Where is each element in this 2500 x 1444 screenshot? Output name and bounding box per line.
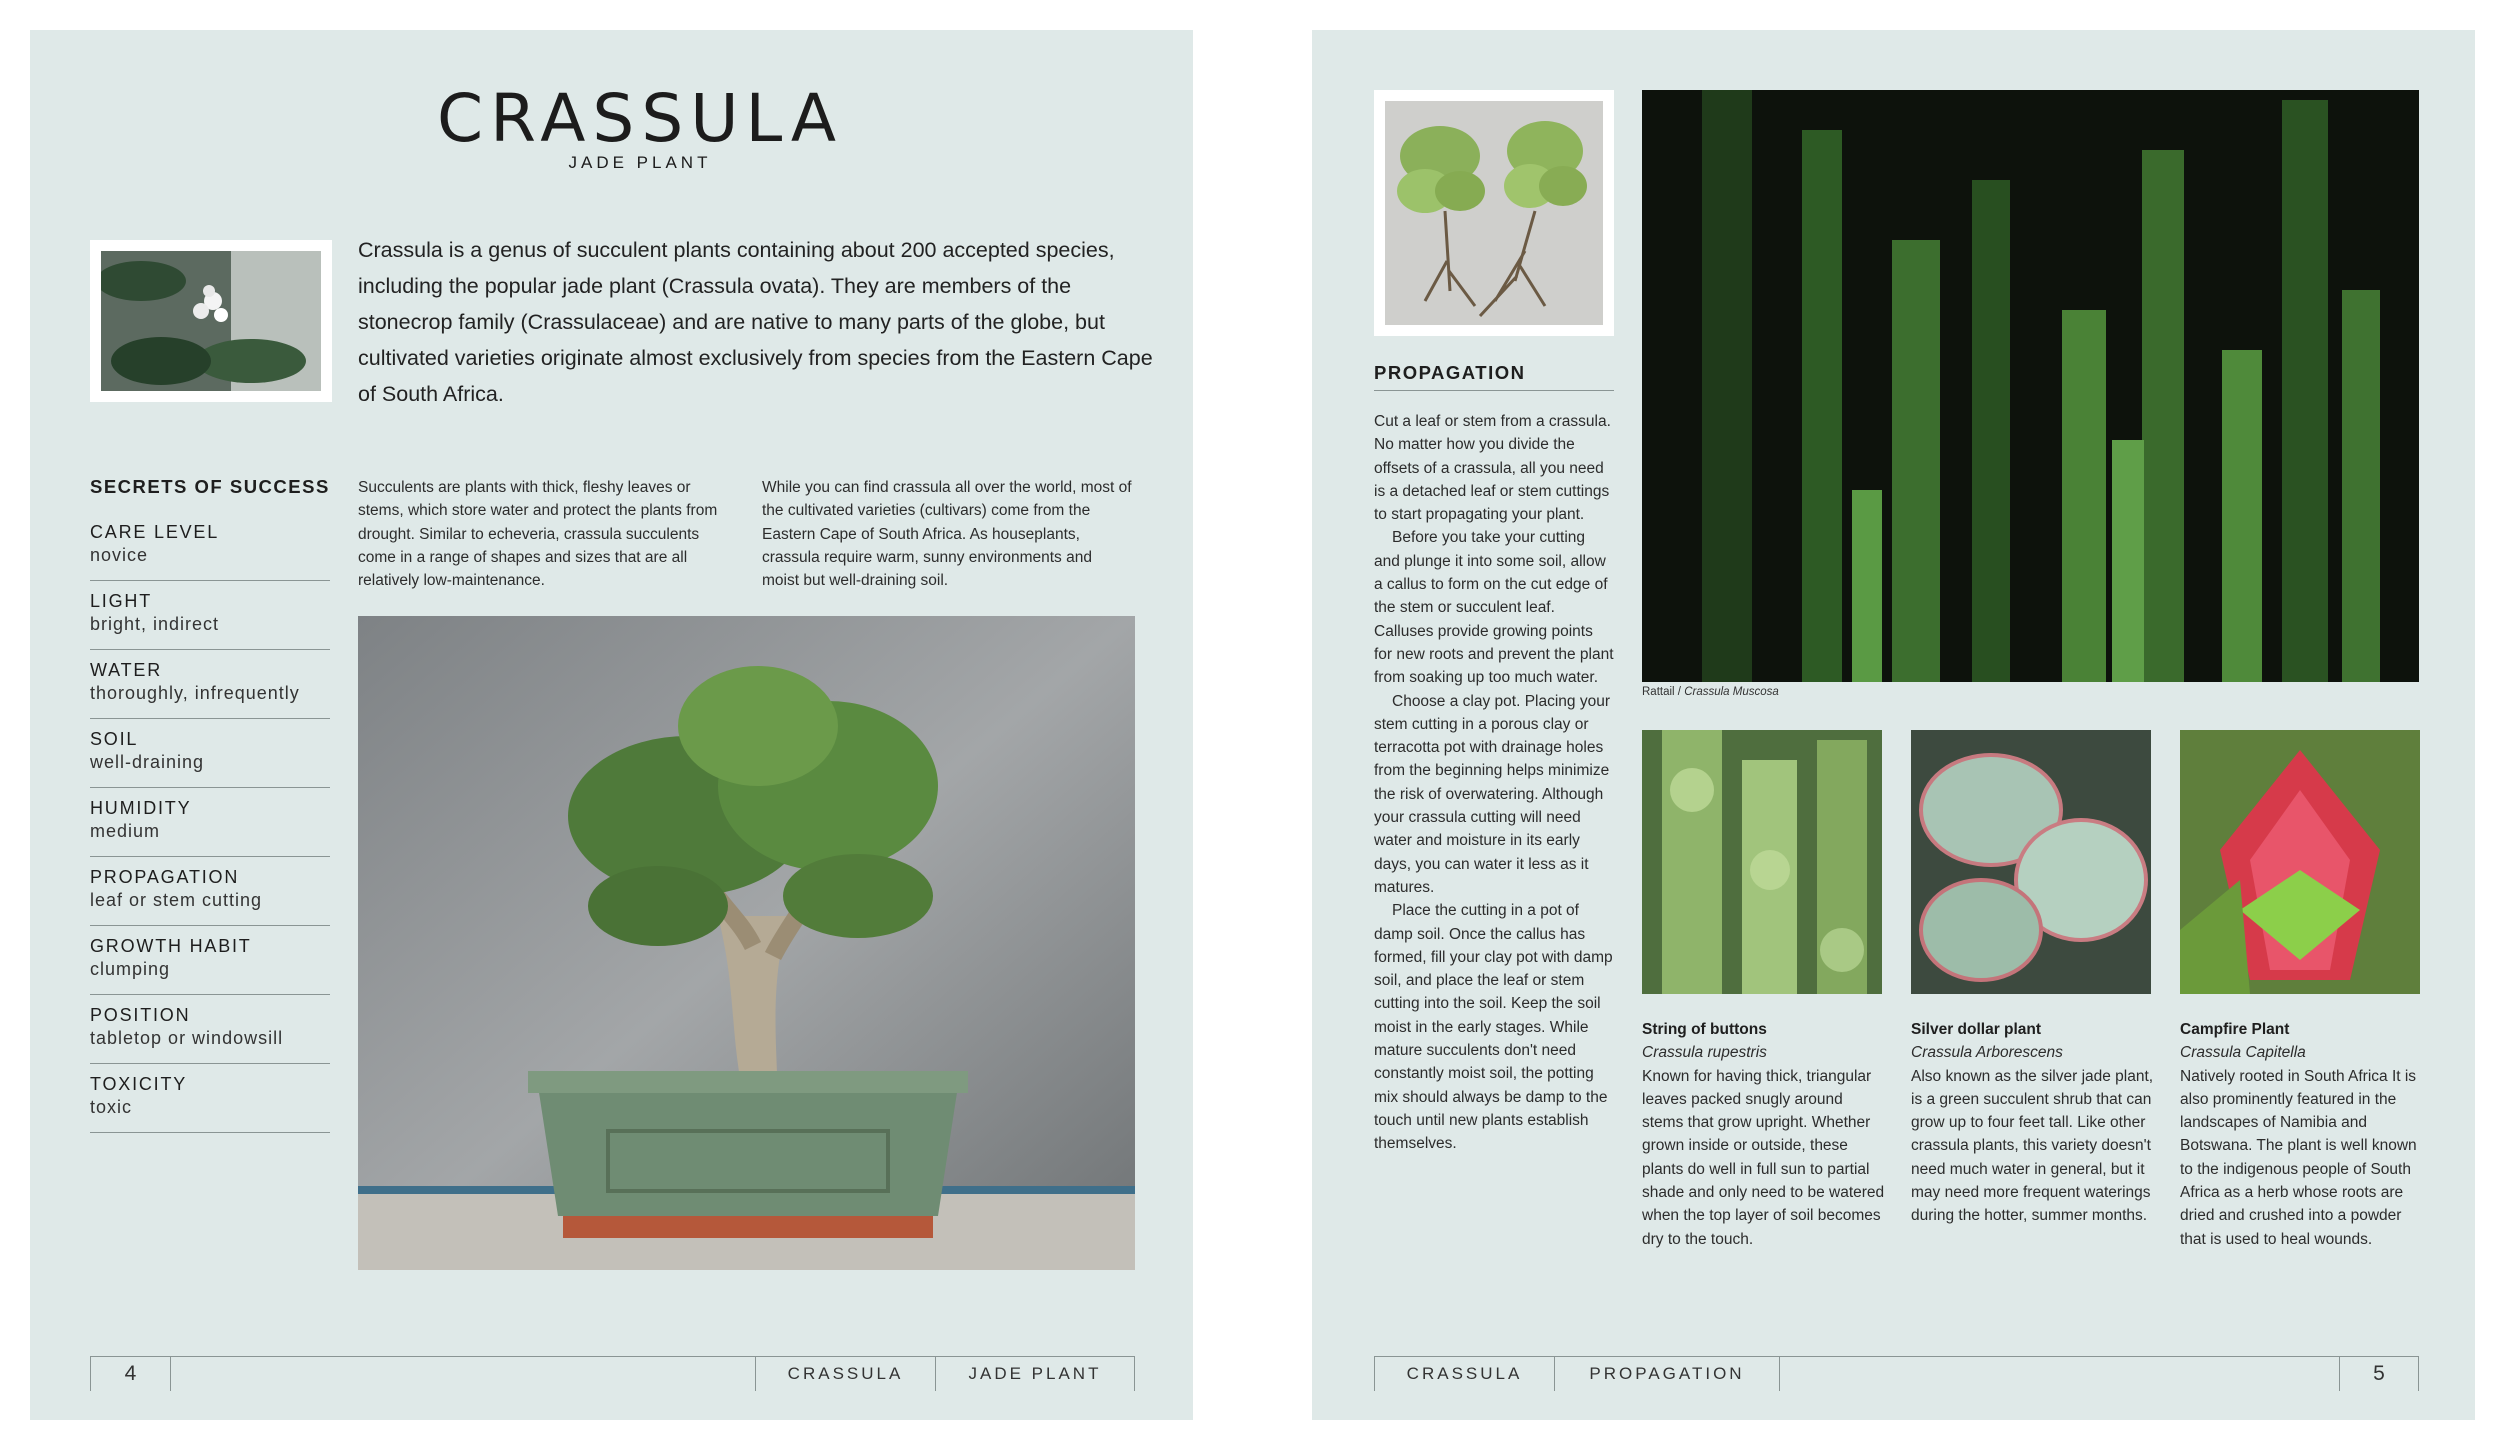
propagation-heading: PROPAGATION xyxy=(1374,362,1614,391)
secret-label: LIGHT xyxy=(90,591,153,611)
secret-water xyxy=(90,650,330,719)
secret-label: WATER xyxy=(90,660,162,680)
plant-card-silver-dollar xyxy=(1911,1018,2156,1228)
secret-soil xyxy=(90,719,330,788)
secret-humidity xyxy=(90,788,330,857)
cultivars-paragraph: While you can find crassula all over the world, most of the cultivated varieties (cultivars) come from the Eastern Cape of South Africa. As houseplants, crassula require warm, sunny environments and moist but well-draining soil. xyxy=(762,479,1132,590)
secret-label: TOXICITY xyxy=(90,1074,188,1094)
rattail-photo xyxy=(1642,90,2419,682)
succulents-paragraph: Succulents are plants with thick, fleshy leaves or stems, which store water and protect the plants from drought. Similar to echeveria, crassula succulents come in a range of shapes and sizes that are all relatively low-maintenance. xyxy=(358,479,718,590)
right-page xyxy=(1312,30,2475,1420)
plant-description: Also known as the silver jade plant, is a green succulent shrub that can grow up to four feet tall. Like other crassula plants, this variety doesn't need much water in general, but it may need more frequent waterings during the hotter, summer months. xyxy=(1911,1067,2154,1225)
jade-cuttings-photo xyxy=(1385,101,1603,325)
propagation-paragraph: Before you take your cutting and plunge it into some soil, allow a callus to form on the cut edge of the stem or succulent leaf. Calluses provide growing points for new roots and prevent the plant from soaking up too much water. xyxy=(1374,529,1614,687)
secret-value: clumping xyxy=(90,959,171,979)
secret-label: PROPAGATION xyxy=(90,867,240,887)
plant-card-campfire xyxy=(2180,1018,2425,1251)
secret-label: POSITION xyxy=(90,1005,191,1025)
footer-spacer xyxy=(1779,1357,2339,1391)
plant-scientific-name: Crassula Capitella xyxy=(2180,1044,2306,1062)
secret-label: CARE LEVEL xyxy=(90,522,220,542)
page-subtitle: JADE PLANT xyxy=(568,153,712,172)
page-number: 4 xyxy=(90,1357,170,1391)
secret-toxicity xyxy=(90,1064,330,1133)
secret-value: bright, indirect xyxy=(90,614,220,634)
propagation-paragraph: Place the cutting in a pot of damp soil. Once the callus has formed, fill your clay pot with damp soil, and place the leaf or stem cutting into the soil. Keep the soil moist in the early stages. While mature succulents don't need constantly moist soil, the potting mix should always be damp to the touch until new plants establish themselves. xyxy=(1374,902,1613,1153)
caption-scientific-name: Crassula Muscosa xyxy=(1684,686,1779,698)
campfire-plant-photo xyxy=(2180,730,2420,994)
secret-value: medium xyxy=(90,821,161,841)
plant-description: Known for having thick, triangular leaves packed snugly around stems that grow upright. Whether grown inside or outside, these plants do well in full sun to partial shade and only need to be watered when the top layer of soil becomes dry to the touch. xyxy=(1642,1067,1885,1248)
plant-description: Natively rooted in South Africa It is also prominently featured in the landscapes of Namibia and Botswana. The plant is well known to the indigenous people of South Africa as a herb whose roots are dried and crushed into a powder that is used to heal wounds. xyxy=(2180,1067,2417,1248)
right-page-footer xyxy=(1374,1356,2419,1390)
secret-propagation xyxy=(90,857,330,926)
propagation-paragraph: Cut a leaf or stem from a crassula. No matter how you divide the offsets of a crassula, all you need is a detached leaf or stem cuttings to start propagating your plant. xyxy=(1374,413,1611,524)
secret-label: GROWTH HABIT xyxy=(90,936,252,956)
secret-value: toxic xyxy=(90,1097,133,1117)
secret-value: leaf or stem cutting xyxy=(90,890,263,910)
secret-growth-habit xyxy=(90,926,330,995)
propagation-paragraph: Choose a clay pot. Placing your stem cutting in a porous clay or terracotta pot with drainage holes from the beginning helps minimize the risk of overwatering. Although your crassula cutting will need water and moisture in its early days, you can water it less as it matures. xyxy=(1374,692,1610,896)
page-number: 5 xyxy=(2339,1357,2419,1391)
cuttings-thumbnail-frame xyxy=(1374,90,1614,336)
footer-spacer xyxy=(170,1357,755,1391)
left-page-footer xyxy=(90,1356,1135,1390)
secret-position xyxy=(90,995,330,1064)
left-page xyxy=(30,30,1193,1420)
secret-label: SOIL xyxy=(90,729,139,749)
footer-chapter: PROPAGATION xyxy=(1554,1357,1779,1391)
secrets-of-success xyxy=(90,476,330,1133)
jade-bonsai-photo xyxy=(358,616,1135,1270)
plant-name: Campfire Plant xyxy=(2180,1021,2290,1038)
plant-card-string-of-buttons xyxy=(1642,1018,1887,1251)
footer-section: CRASSULA xyxy=(1374,1357,1554,1391)
secret-value: tabletop or windowsill xyxy=(90,1028,284,1048)
secret-value: thoroughly, infrequently xyxy=(90,683,300,703)
rattail-caption xyxy=(1642,686,1779,698)
secret-value: novice xyxy=(90,545,149,565)
jade-flower-photo xyxy=(101,251,321,391)
secrets-heading: SECRETS OF SUCCESS xyxy=(90,476,330,497)
intro-paragraph: Crassula is a genus of succulent plants containing about 200 accepted species, including the popular jade plant (Crassula ovata). They are members of the stonecrop family (Crassulaceae) and are native to many parts of the globe, but cultivated varieties originate almost exclusively from species from the Eastern Cape of South Africa. xyxy=(358,238,1153,406)
secret-label: HUMIDITY xyxy=(90,798,192,818)
page-title: CRASSULA xyxy=(437,80,843,157)
silver-dollar-plant-photo xyxy=(1911,730,2151,994)
secret-light xyxy=(90,581,330,650)
secret-care-level xyxy=(90,512,330,581)
footer-section: CRASSULA xyxy=(755,1357,935,1391)
string-of-buttons-photo xyxy=(1642,730,1882,994)
propagation-text xyxy=(1374,410,1614,1156)
plant-name: String of buttons xyxy=(1642,1021,1767,1038)
plant-scientific-name: Crassula Arborescens xyxy=(1911,1044,2063,1062)
secret-value: well-draining xyxy=(90,752,205,772)
plant-scientific-name: Crassula rupestris xyxy=(1642,1044,1767,1062)
flower-thumbnail-frame xyxy=(90,240,332,402)
plant-name: Silver dollar plant xyxy=(1911,1021,2042,1038)
footer-chapter: JADE PLANT xyxy=(935,1357,1135,1391)
caption-common-name: Rattail / xyxy=(1642,686,1685,698)
